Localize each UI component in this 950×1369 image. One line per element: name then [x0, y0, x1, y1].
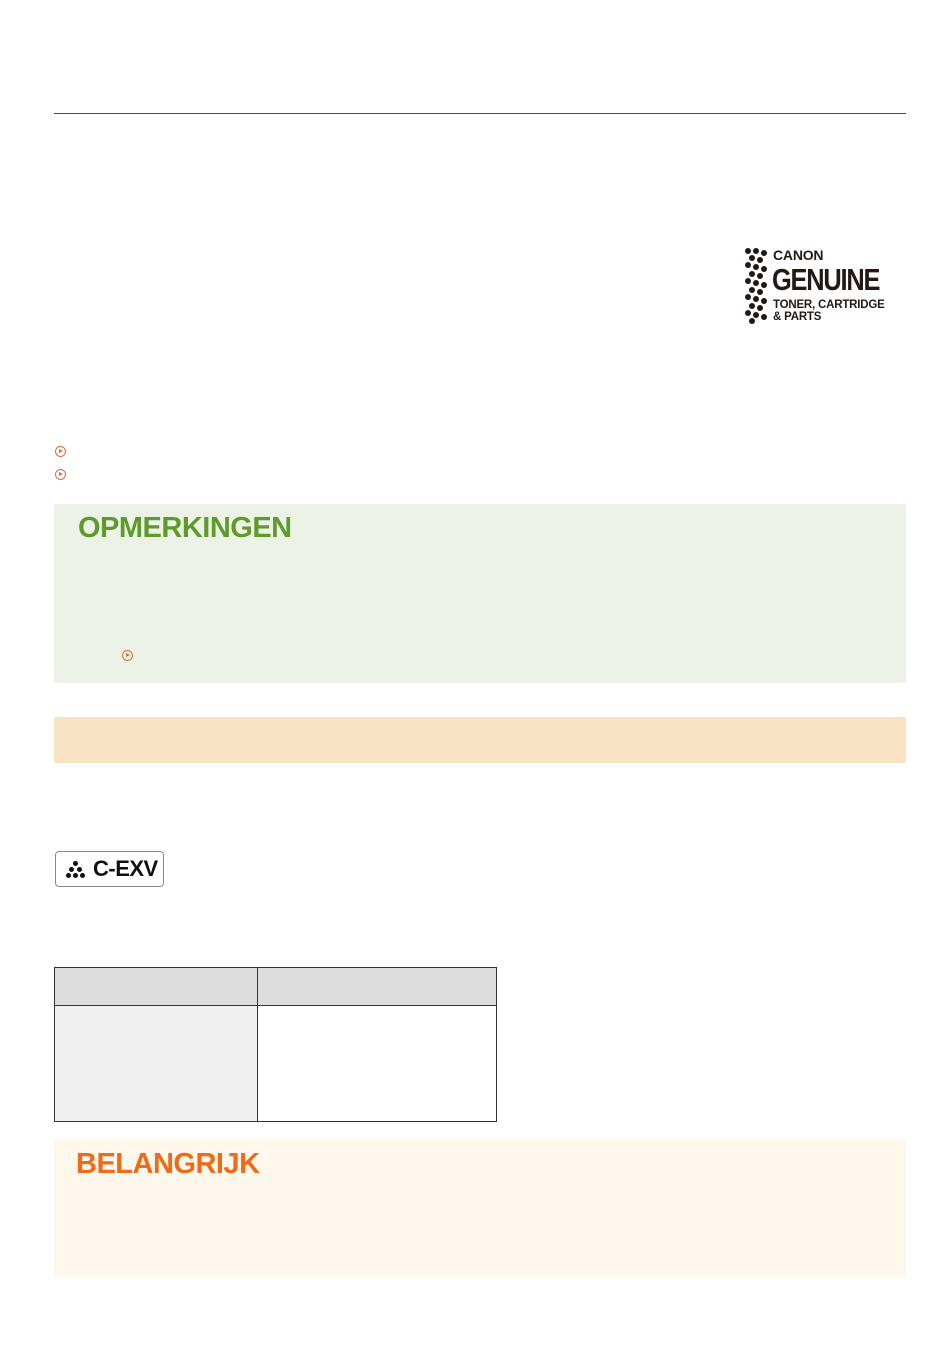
table-header-row: [55, 968, 497, 1006]
genuine-dots-icon: [744, 246, 768, 324]
c-exv-label: C-EXV: [93, 856, 158, 881]
toner-table: [54, 967, 497, 1122]
logo-toner-text: TONER, CARTRIDGE: [773, 299, 885, 311]
link-arrow-icon[interactable]: [55, 469, 66, 480]
logo-parts-text: & PARTS: [773, 311, 822, 323]
important-box: [54, 1139, 906, 1277]
table-row: [55, 1006, 497, 1122]
table-header-cell: [258, 968, 497, 1006]
link-arrow-icon[interactable]: [55, 446, 66, 457]
toner-dots-icon: [66, 861, 86, 879]
table-cell: [55, 1006, 258, 1122]
table-header-cell: [55, 968, 258, 1006]
c-exv-badge: [55, 851, 164, 887]
section-heading-bar: [54, 717, 906, 763]
important-title: BELANGRIJK: [76, 1148, 260, 1180]
link-arrow-icon[interactable]: [122, 650, 133, 661]
logo-canon-text: CANON: [773, 247, 824, 263]
table-cell: [258, 1006, 497, 1122]
logo-genuine-text: GENUINE: [772, 262, 880, 297]
note-title: OPMERKINGEN: [78, 512, 292, 544]
note-box: [54, 504, 906, 683]
header-rule: [54, 113, 906, 114]
canon-genuine-logo: [744, 246, 904, 324]
